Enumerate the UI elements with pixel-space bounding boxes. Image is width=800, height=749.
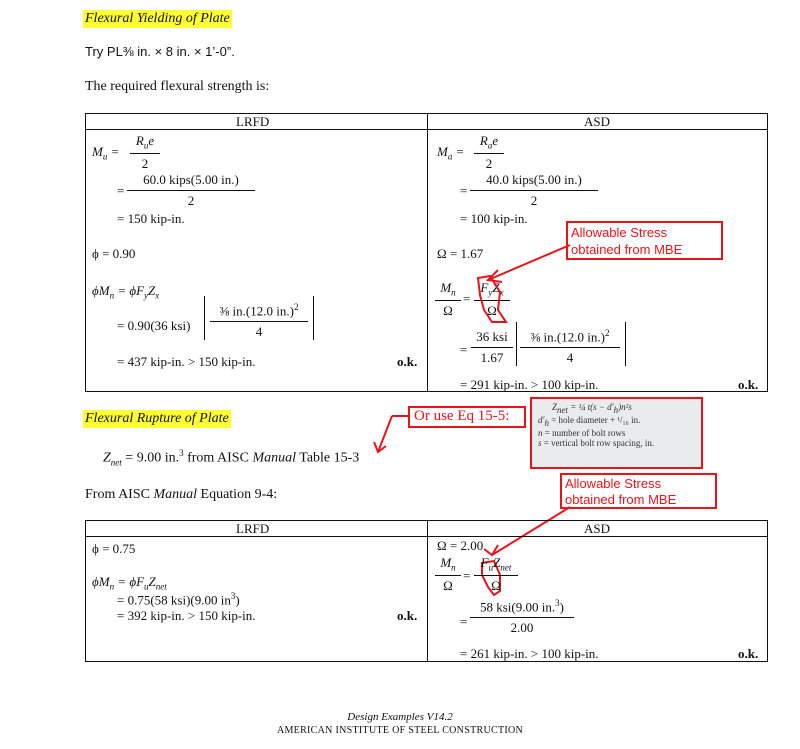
- lrfd-ok-1: o.k.: [397, 354, 418, 369]
- asd-ok-2: o.k.: [738, 646, 759, 661]
- footer-org: AMERICAN INSTITUTE OF STEEL CONSTRUCTION: [276, 725, 524, 736]
- from-aisc-equation: From AISC Manual Equation 9-4:: [85, 487, 278, 502]
- eq-sign: =: [460, 342, 468, 357]
- ma-fraction: $R_ae$ 2: [474, 133, 504, 172]
- table1-column-divider: [427, 113, 428, 392]
- phi-mn-calc-fraction: ⅜ in.(12.0 in.)$^2$ 4: [210, 302, 308, 340]
- table2-lrfd-header: LRFD: [236, 521, 270, 536]
- footer-title: Design Examples V14.2: [347, 711, 453, 723]
- phi-mn-calc-2: = 0.75(58 ksi)(9.00 $in^3$): [117, 591, 240, 608]
- mu-symbol: $M_u$ =: [92, 144, 120, 162]
- asd-calc2-fraction-a: 36 ksi 1.67: [471, 329, 513, 366]
- phi-mn-result: = 437 kip-in. > 150 kip-in.: [117, 354, 256, 369]
- asd-ok-1: o.k.: [738, 377, 759, 392]
- phi-mn-equation: $\phi M_n = \phi F_yZ_x$: [92, 283, 160, 301]
- asd-result-2: = 291 kip-in. > 100 kip-in.: [460, 377, 599, 392]
- equation-15-5-box: [530, 397, 703, 469]
- asd-calc2-fraction-b: ⅜ in.(12.0 in.)$^2$ 4: [520, 328, 620, 366]
- table1-lrfd-header: LRFD: [236, 114, 270, 129]
- eq-dh-def: $d'_h$ = hole diameter + ¹/₁₆ in.: [538, 414, 641, 428]
- omega-value: Ω = 1.67: [437, 246, 484, 261]
- trial-plate-text: Try PL⅜ in. × 8 in. × 1’-0”.: [85, 44, 235, 59]
- eq-sign: =: [460, 183, 468, 198]
- eq-n-def: n = number of bolt rows: [538, 427, 626, 438]
- table2-asd-header: ASD: [584, 521, 611, 536]
- eq-s-def: s = vertical bolt row spacing, in.: [538, 437, 655, 448]
- znet-statement: $Z_{net} = 9.00$ in.$^3$ from AISC Manual Table 15-3: [103, 448, 360, 468]
- asd-result-2b: = 261 kip-in. > 100 kip-in.: [460, 646, 599, 661]
- mu-fraction: $R_ue$ 2: [130, 133, 160, 172]
- annotation-allowable-stress-1: Allowable Stress obtained from MBE: [566, 221, 723, 260]
- phi-value-2: ϕ = 0.75: [92, 541, 136, 556]
- eq-sign: =: [117, 183, 125, 198]
- section-title-flexural-rupture: Flexural Rupture of Plate: [85, 411, 229, 426]
- eq-sign: =: [463, 291, 471, 306]
- eq-sign: =: [463, 568, 471, 583]
- required-strength-text: The required flexural strength is:: [85, 79, 270, 94]
- mu-calc-fraction: 60.0 kips(5.00 in.) 2: [127, 172, 255, 209]
- phi-mn-equation-2: $\phi M_n = \phi F_uZ_{net}$: [92, 574, 167, 592]
- omega-value-2: Ω = 2.00: [437, 538, 484, 553]
- ma-calc-fraction: 40.0 kips(5.00 in.) 2: [470, 172, 598, 209]
- table1-asd-header: ASD: [584, 114, 611, 129]
- phi-mn-result-2: = 392 kip-in. > 150 kip-in.: [117, 608, 256, 623]
- eq-sign: =: [460, 614, 468, 629]
- phi-value: ϕ = 0.90: [92, 246, 136, 261]
- fy-zx-over-omega: $F_yZ_x$ Ω: [474, 280, 510, 319]
- annotation-arrow-2: [370, 412, 414, 462]
- annotation-allowable-stress-2: Allowable Stress obtained from MBE: [560, 473, 717, 509]
- phi-mn-calc-lhs: = 0.90(36 ksi): [117, 318, 191, 333]
- fu-znet-over-omega: $F_uZ_{net}$ Ω: [474, 555, 518, 594]
- table2-column-divider: [427, 520, 428, 662]
- asd-calc-fraction-2: 58 ksi(9.00 in.$^3$) 2.00: [470, 598, 574, 636]
- mn-over-omega: $M_n$ Ω: [435, 280, 461, 319]
- lrfd-ok-2: o.k.: [397, 608, 418, 623]
- ma-result: = 100 kip-in.: [460, 211, 528, 226]
- mn-over-omega-2: $M_n$ Ω: [435, 555, 461, 594]
- section-title-flexural-yielding: Flexural Yielding of Plate: [85, 11, 230, 26]
- annotation-or-use-eq: Or use Eq 15-5:: [408, 406, 526, 428]
- annotation-arrow-1: [470, 240, 580, 335]
- ma-symbol: $M_a$ =: [437, 144, 465, 162]
- eq-znet-formula: $Z_{net}$ = ¼ $t(s - d'_h)n^2s$: [552, 402, 632, 415]
- mu-result: = 150 kip-in.: [117, 211, 185, 226]
